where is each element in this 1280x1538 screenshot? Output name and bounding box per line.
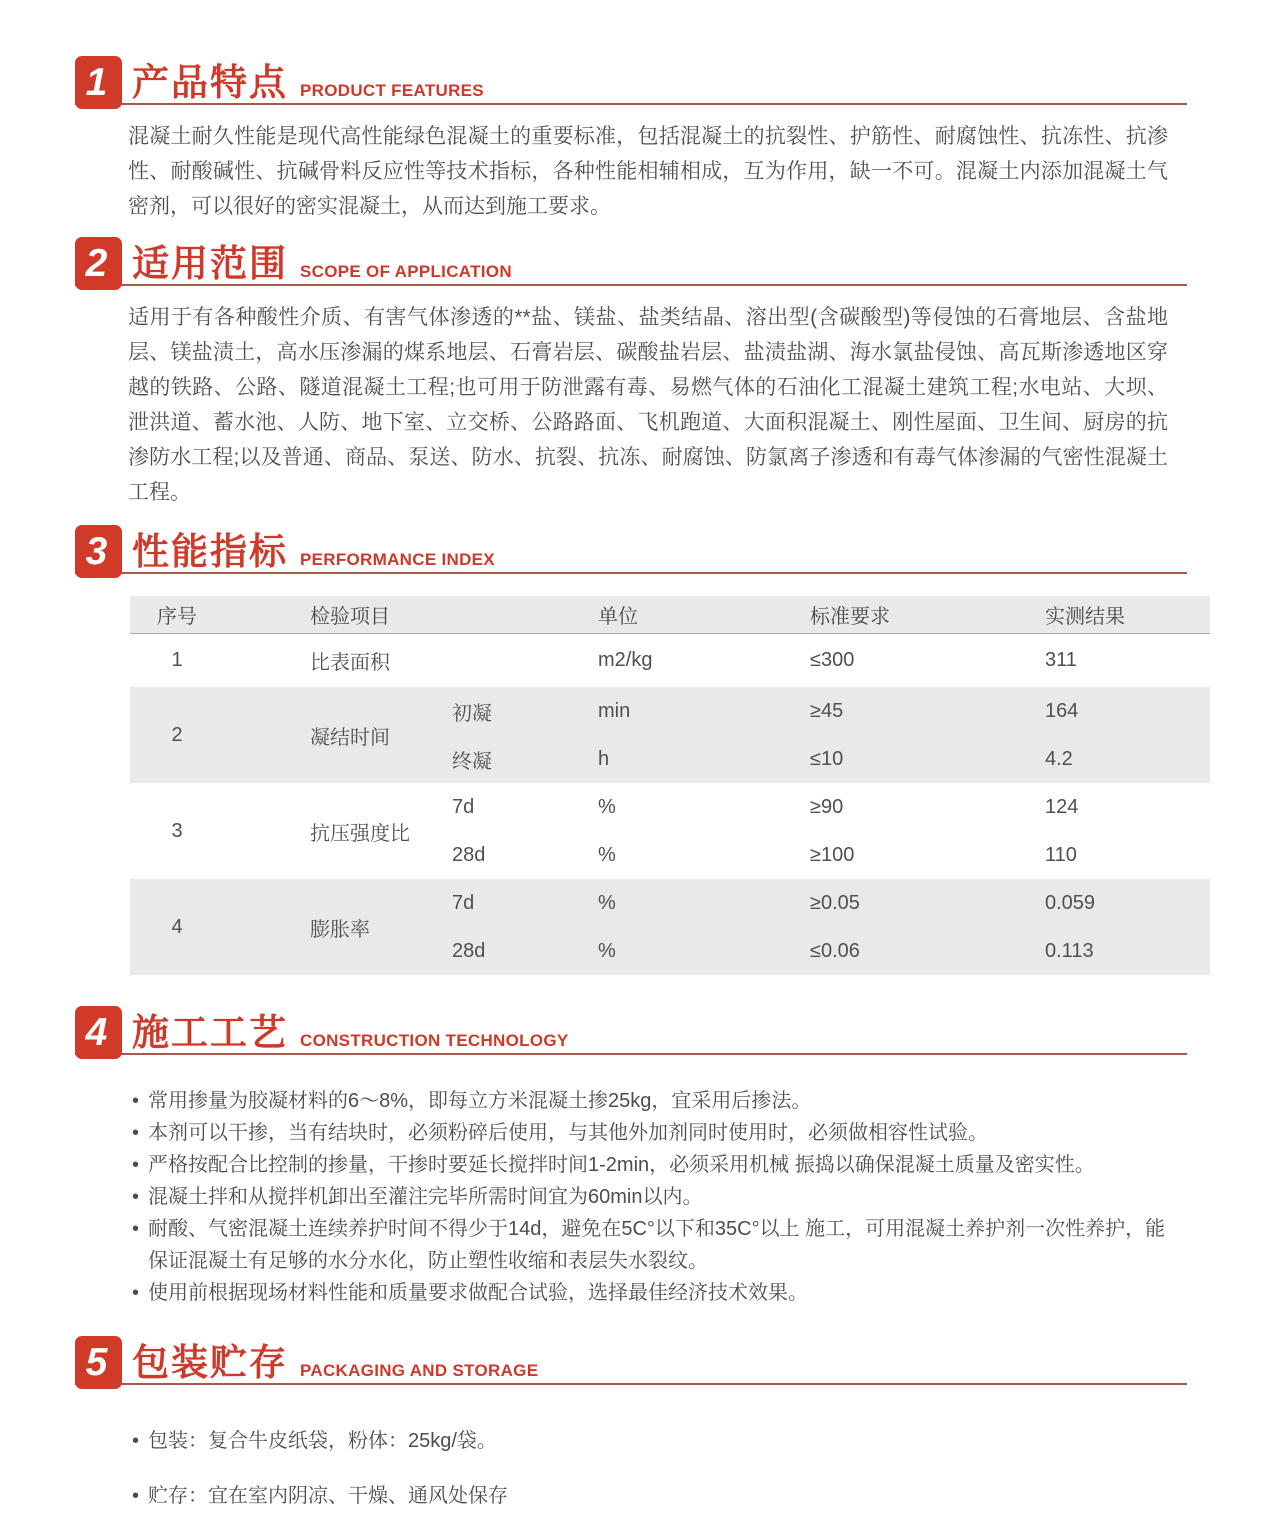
- bullet-list: [132, 1085, 1180, 1309]
- section-title-en: PRODUCT FEATURES: [300, 81, 484, 100]
- header-rule: [75, 1383, 1187, 1385]
- section-number: 1: [85, 60, 108, 104]
- cell-result: 164: [1045, 699, 1079, 722]
- bullet-dot-icon: [132, 1085, 148, 1117]
- header-rule: [75, 1053, 1187, 1055]
- list-item: [132, 1181, 1180, 1213]
- performance-table: [130, 596, 1210, 975]
- cell-unit: %: [598, 939, 616, 962]
- table-subrow: [452, 634, 1210, 687]
- cell-no: 3: [171, 819, 183, 842]
- bullet-list: [132, 1425, 1180, 1512]
- bullet-dot-icon: [132, 1149, 148, 1181]
- table-subrow: [452, 687, 1210, 735]
- section-number-badge: [75, 1006, 122, 1059]
- section-paragraph: 混凝土耐久性能是现代高性能绿色混凝土的重要标准，包括混凝土的抗裂性、护筋性、耐腐蚀性、抗冻性、抗渗性、耐酸碱性、抗碱骨料反应性等技术指标，各种性能相辅相成，互为作用，缺一不可。混凝土内添加混凝土气密剂，可以很好的密实混凝土，从而达到施工要求。: [128, 125, 1168, 218]
- cell-sub: 终凝: [452, 750, 492, 773]
- table-row: [130, 687, 1210, 783]
- col-header-unit: 单位: [598, 606, 638, 628]
- section-header: [75, 55, 1187, 105]
- cell-item: 膨胀率: [310, 918, 370, 941]
- section-titles: [132, 64, 484, 101]
- cell-unit: %: [598, 891, 616, 914]
- section-paragraph: 适用于有各种酸性介质、有害气体渗透的**盐、镁盐、盐类结晶、溶出型(含碳酸型)等侵蚀的石膏地层、含盐地层、镁盐渍土，高水压渗漏的煤系地层、石膏岩层、碳酸盐岩层、盐渍盐湖、海水氯盐侵蚀、高瓦斯渗透地区穿越的铁路、公路、隧道混凝土工程;也可用于防泄露有毒、易燃气体的石油化工混凝土建筑工程;水电站、大坝、泄洪道、蓄水池、人防、地下室、立交桥、公路路面、飞机跑道、大面积混凝土、刚性屋面、卫生间、厨房的抗渗防水工程;以及普通、商品、泵送、防水、抗裂、抗冻、耐腐蚀、防氯离子渗透和有毒气体渗漏的气密性混凝土工程。: [128, 306, 1168, 504]
- cell-standard: ≤300: [810, 649, 855, 671]
- cell-unit: m2/kg: [598, 649, 653, 671]
- table-row: [130, 634, 1210, 687]
- cell-sub: 28d: [452, 939, 486, 962]
- cell-standard: ≥45: [810, 699, 844, 722]
- cell-unit: %: [598, 843, 616, 866]
- section-header: [75, 1335, 1187, 1385]
- section-titles: [132, 245, 512, 282]
- section-title-zh: 性能指标: [132, 531, 288, 572]
- section-title-en: CONSTRUCTION TECHNOLOGY: [300, 1031, 569, 1050]
- list-item-text: 包装：复合牛皮纸袋，粉体：25kg/袋。: [148, 1430, 497, 1452]
- cell-standard: ≥100: [810, 843, 855, 866]
- list-item: [132, 1213, 1180, 1277]
- table-subrow: [452, 927, 1210, 975]
- table-row: [130, 879, 1210, 975]
- cell-sub: 初凝: [452, 702, 492, 725]
- section-performance-index: [0, 524, 1280, 975]
- list-item: [132, 1117, 1180, 1149]
- list-item-text: 贮存：宜在室内阴凉、干燥、通风处保存: [148, 1485, 508, 1507]
- list-item: [132, 1149, 1180, 1181]
- cell-no: 1: [171, 649, 183, 671]
- section-number-badge: [75, 56, 122, 109]
- section-title-en: PERFORMANCE INDEX: [300, 550, 495, 569]
- col-header-standard: 标准要求: [810, 606, 890, 628]
- cell-no: 4: [171, 915, 183, 938]
- cell-no: 2: [171, 723, 183, 746]
- section-titles: [132, 533, 495, 570]
- section-number: 2: [85, 241, 108, 285]
- section-number: 5: [85, 1340, 108, 1384]
- section-number-badge: [75, 237, 122, 290]
- bullet-dot-icon: [132, 1425, 148, 1457]
- cell-result: 110: [1045, 843, 1077, 866]
- list-item-text: 使用前根据现场材料性能和质量要求做配合试验，选择最佳经济技术效果。: [148, 1282, 808, 1304]
- cell-result: 0.113: [1045, 939, 1094, 962]
- cell-item: 比表面积: [310, 652, 390, 674]
- table-header-row: [130, 596, 1210, 634]
- cell-item: 抗压强度比: [310, 822, 410, 845]
- list-item-text: 严格按配合比控制的掺量，干掺时要延长搅拌时间1-2min，必须采用机械 振捣以确保混凝土质量及密实性。: [148, 1154, 1095, 1176]
- col-header-result: 实测结果: [1045, 606, 1125, 628]
- cell-standard: ≤0.06: [810, 939, 860, 962]
- section-title-zh: 施工工艺: [132, 1012, 288, 1053]
- section-number: 4: [85, 1010, 108, 1054]
- header-rule: [75, 284, 1187, 286]
- section-title-zh: 产品特点: [132, 62, 288, 103]
- list-item-text: 本剂可以干掺，当有结块时，必须粉碎后使用，与其他外加剂同时使用时，必须做相容性试验。: [148, 1122, 988, 1144]
- bullet-dot-icon: [132, 1277, 148, 1309]
- list-item: [132, 1085, 1180, 1117]
- cell-result: 311: [1045, 649, 1077, 671]
- cell-unit: min: [598, 699, 631, 722]
- section-number: 3: [85, 529, 108, 573]
- cell-unit: %: [598, 795, 616, 818]
- section-titles: [132, 1344, 538, 1381]
- table-subrow: [452, 831, 1210, 879]
- table-row: [130, 783, 1210, 879]
- section-title-zh: 适用范围: [132, 243, 288, 284]
- bullet-dot-icon: [132, 1480, 148, 1512]
- bullet-dot-icon: [132, 1213, 148, 1245]
- cell-subrows: [452, 783, 1210, 879]
- section-title-zh: 包装贮存: [132, 1342, 288, 1383]
- table-subrow: [452, 879, 1210, 927]
- section-packaging-and-storage: [0, 1335, 1280, 1512]
- cell-standard: ≥0.05: [810, 891, 860, 914]
- list-item: [132, 1425, 1180, 1457]
- cell-subrows: [452, 879, 1210, 975]
- bullet-dot-icon: [132, 1117, 148, 1149]
- section-scope-of-application: [0, 236, 1280, 510]
- section-header: [75, 236, 1187, 286]
- bullet-dot-icon: [132, 1181, 148, 1213]
- list-item-text: 常用掺量为胶凝材料的6～8%，即每立方米混凝土掺25kg，宜采用后掺法。: [148, 1090, 812, 1112]
- cell-result: 0.059: [1045, 891, 1096, 914]
- header-rule: [75, 103, 1187, 105]
- cell-unit: h: [598, 747, 610, 770]
- section-header: [75, 1005, 1187, 1055]
- cell-result: 4.2: [1045, 747, 1073, 770]
- section-titles: [132, 1014, 569, 1051]
- list-item-text: 混凝土拌和从搅拌机卸出至灌注完毕所需时间宜为60min以内。: [148, 1186, 703, 1208]
- cell-subrows: [452, 634, 1210, 687]
- cell-sub: 7d: [452, 795, 475, 818]
- section-title-en: SCOPE OF APPLICATION: [300, 262, 512, 281]
- cell-result: 124: [1045, 795, 1079, 818]
- list-item: [132, 1480, 1180, 1512]
- col-header-item: 检验项目: [310, 606, 390, 628]
- list-item: [132, 1277, 1180, 1309]
- cell-sub: 28d: [452, 843, 486, 866]
- section-number-badge: [75, 1336, 122, 1389]
- cell-item: 凝结时间: [310, 726, 390, 749]
- cell-standard: ≥90: [810, 795, 844, 818]
- table-subrow: [452, 783, 1210, 831]
- cell-standard: ≤10: [810, 747, 844, 770]
- col-header-no: 序号: [157, 606, 197, 628]
- section-construction-technology: [0, 1005, 1280, 1309]
- section-title-en: PACKAGING AND STORAGE: [300, 1361, 539, 1380]
- cell-subrows: [452, 687, 1210, 783]
- section-number-badge: [75, 525, 122, 578]
- list-item-text: 耐酸、气密混凝土连续养护时间不得少于14d，避免在5C°以下和35C°以上 施工，可用混凝土养护剂一次性养护，能保证混凝土有足够的水分水化，防止塑性收缩和表层失水裂纹。: [148, 1218, 1166, 1272]
- cell-sub: 7d: [452, 891, 475, 914]
- section-header: [75, 524, 1187, 574]
- header-rule: [75, 572, 1187, 574]
- table-subrow: [452, 735, 1210, 783]
- section-product-features: [0, 55, 1280, 224]
